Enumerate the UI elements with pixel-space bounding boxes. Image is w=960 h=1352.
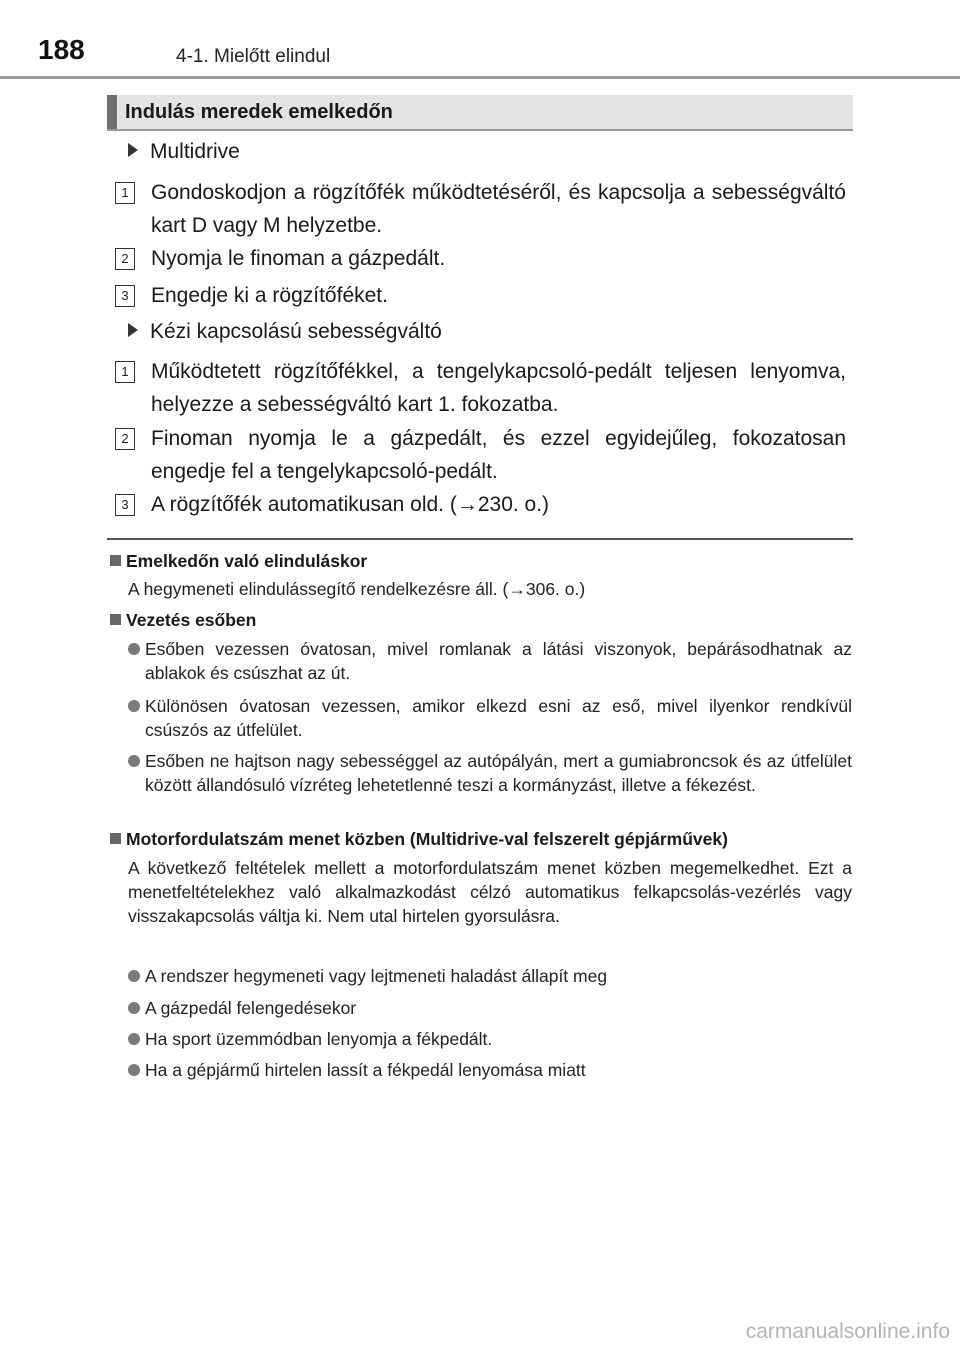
- multidrive-step-3: Engedje ki a rögzítőféket.: [151, 284, 388, 307]
- circle-bullet-icon: [128, 1002, 140, 1014]
- list-item: [128, 964, 852, 988]
- list-item: [128, 749, 852, 797]
- section-title-bar: [107, 95, 853, 131]
- manual-step-3: A rögzítőfék automatikusan old. (→230. o.): [151, 493, 550, 516]
- header-rule: [0, 76, 960, 79]
- watermark[interactable]: carmanualsonline.info: [745, 1320, 950, 1343]
- multidrive-step-1: Gondoskodjon a rögzítőfék működtetéséről, és kapcsolja a sebességváltó kart D vagy M helyzetbe.: [151, 181, 846, 237]
- list-item-text: Esőben vezessen óvatosan, mivel romlanak a látási viszonyok, bepárásodhatnak az ablakok és csúszhat az út.: [145, 639, 852, 683]
- section-title: Indulás meredek emelkedőn: [125, 101, 393, 123]
- triangle-arrow-icon: [128, 143, 138, 157]
- circle-bullet-icon: [128, 1064, 140, 1076]
- list-item-text: Különösen óvatosan vezessen, amikor elkezd esni az eső, mivel ilyenkor rendkívül csúszós az útfelület.: [145, 696, 852, 740]
- list-item-text: A gázpedál felengedésekor: [145, 998, 357, 1018]
- square-bullet-icon: [110, 555, 121, 566]
- note-heading-text: Vezetés esőben: [126, 610, 257, 630]
- list-item-text: A rendszer hegymeneti vagy lejtmeneti haladást állapít meg: [145, 966, 608, 986]
- note-heading-text: Emelkedőn való elinduláskor: [126, 551, 368, 571]
- section-accent: [107, 95, 117, 129]
- page-number: 188: [38, 34, 85, 65]
- circle-bullet-icon: [128, 1033, 140, 1045]
- square-bullet-icon: [110, 614, 121, 625]
- note-text-rpm: A következő feltételek mellett a motorfordulatszám menet közben megemelkedhet. Ezt a menetfeltételekhez való alkalmazkodást célzó automatikus felkapcsolás-vezérlés vagy visszakapcsolás váltja ki. Nem utal hirtelen gyorsulásra.: [128, 858, 852, 926]
- manual-step-2: Finoman nyomja le a gázpedált, és ezzel egyidejűleg, fokozatosan engedje fel a tengelykapcsoló-pedált.: [151, 427, 846, 483]
- step-number-badge: 3: [115, 494, 135, 516]
- step-number-badge: 1: [115, 361, 135, 383]
- step-number-badge: 2: [115, 248, 135, 270]
- circle-bullet-icon: [128, 755, 140, 767]
- triangle-arrow-icon: [128, 323, 138, 337]
- note-text-hill-start: A hegymeneti elindulássegítő rendelkezésre áll. (→306. o.): [128, 579, 586, 599]
- step-number-badge: 2: [115, 428, 135, 450]
- list-item: [128, 1058, 852, 1082]
- list-item: [128, 694, 852, 742]
- page-header: [0, 0, 960, 80]
- circle-bullet-icon: [128, 643, 140, 655]
- square-bullet-icon: [110, 833, 121, 844]
- list-item: [128, 637, 852, 685]
- list-item: [128, 996, 852, 1020]
- list-item-text: Ha a gépjármű hirtelen lassít a fékpedál lenyomása miatt: [145, 1060, 586, 1080]
- manual-step-1: Működtetett rögzítőfékkel, a tengelykapcsoló-pedált teljesen lenyomva, helyezze a sebességváltó kart 1. fokozatba.: [151, 360, 846, 416]
- manual-heading-text: Kézi kapcsolású sebességváltó: [150, 320, 442, 343]
- multidrive-heading-text: Multidrive: [150, 140, 240, 163]
- list-item: [128, 1027, 852, 1051]
- manual-heading: [128, 320, 442, 344]
- note-heading-text: Motorfordulatszám menet közben (Multidrive-val felszerelt gépjárművek): [126, 829, 728, 849]
- multidrive-step-2: Nyomja le finoman a gázpedált.: [151, 247, 446, 270]
- step-number-badge: 1: [115, 182, 135, 204]
- circle-bullet-icon: [128, 700, 140, 712]
- list-item-text: Esőben ne hajtson nagy sebességgel az autópályán, mert a gumiabroncsok és az útfelület között állandósuló vízréteg lehetetlenné teszi a kormányzást, illetve a fékezést.: [145, 751, 852, 795]
- note-heading-rain: [110, 610, 256, 631]
- circle-bullet-icon: [128, 970, 140, 982]
- section-divider: [107, 538, 853, 540]
- multidrive-heading: [128, 140, 240, 164]
- note-heading-rpm: [110, 829, 728, 850]
- note-heading-hill-start: [110, 551, 367, 572]
- list-item-text: Ha sport üzemmódban lenyomja a fékpedált.: [145, 1029, 493, 1049]
- section-path: 4-1. Mielőtt elindul: [176, 46, 331, 67]
- step-number-badge: 3: [115, 285, 135, 307]
